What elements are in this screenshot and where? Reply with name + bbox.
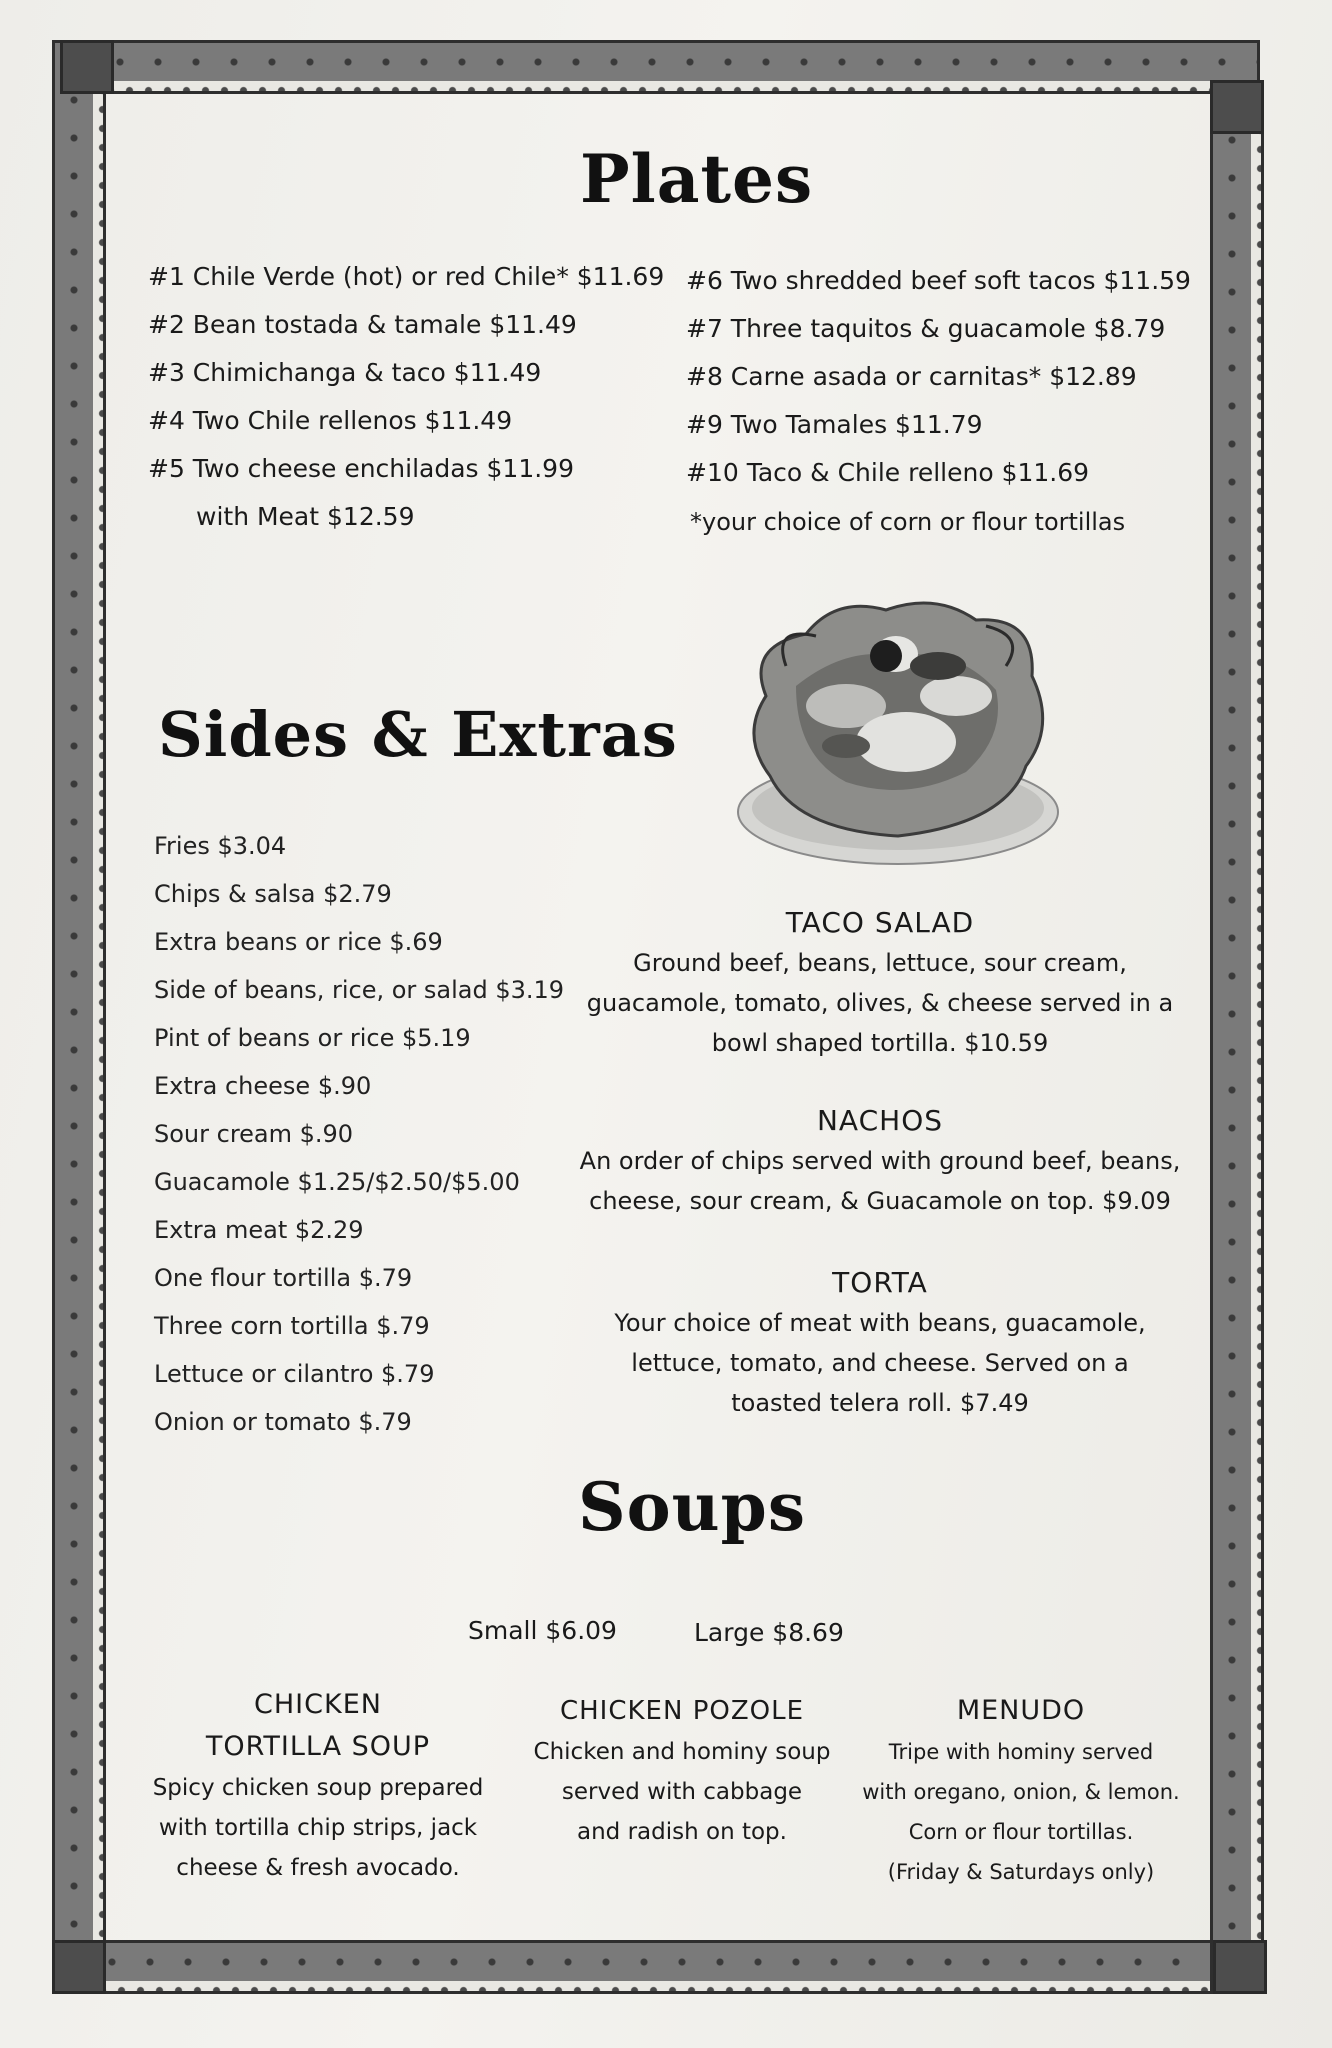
taco-salad-section bbox=[570, 906, 1190, 1063]
side-item: Fries $3.04 bbox=[154, 832, 287, 860]
description-line: Ground beef, beans, lettuce, sour cream, bbox=[633, 949, 1127, 977]
soup-small-price: Small $6.09 bbox=[468, 1616, 617, 1645]
description-line: with oregano, onion, & lemon. bbox=[862, 1780, 1180, 1804]
corner-top-right bbox=[1210, 80, 1264, 134]
side-item: Extra beans or rice $.69 bbox=[154, 928, 443, 956]
torta-name: TORTA bbox=[832, 1266, 928, 1299]
description-line: bowl shaped tortilla. $10.59 bbox=[711, 1029, 1049, 1057]
description-line: served with cabbage bbox=[561, 1779, 803, 1805]
soup-name-line: CHICKEN POZOLE bbox=[559, 1696, 805, 1726]
soup-name bbox=[522, 1690, 842, 1732]
corner-bottom-right bbox=[1213, 1940, 1267, 1994]
plate-item: #6 Two shredded beef soft tacos $11.59 bbox=[686, 266, 1191, 295]
nachos-description bbox=[570, 1141, 1190, 1221]
side-item: Sour cream $.90 bbox=[154, 1120, 354, 1148]
description-line: cheese, sour cream, & Guacamole on top. $9.09 bbox=[589, 1187, 1171, 1215]
corner-top-left bbox=[60, 40, 114, 94]
side-item: Lettuce or cilantro $.79 bbox=[154, 1360, 435, 1388]
plate-item: #7 Three taquitos & guacamole $8.79 bbox=[686, 314, 1166, 343]
top-border bbox=[60, 40, 1260, 94]
description-line: cheese & fresh avocado. bbox=[176, 1855, 460, 1881]
description-line: with tortilla chip strips, jack bbox=[158, 1815, 478, 1841]
plate-item: #4 Two Chile rellenos $11.49 bbox=[148, 406, 513, 435]
soup-menudo bbox=[856, 1690, 1186, 1892]
bottom-border bbox=[52, 1940, 1267, 1994]
torta-section bbox=[570, 1266, 1190, 1423]
plate-item: #8 Carne asada or carnitas* $12.89 bbox=[686, 362, 1137, 391]
sides-title: Sides & Extras bbox=[158, 698, 678, 771]
soup-name-line: TORTILLA SOUP bbox=[205, 1731, 431, 1762]
soup-name bbox=[856, 1690, 1186, 1732]
corner-bottom-left bbox=[52, 1940, 106, 1994]
left-border bbox=[52, 40, 106, 1994]
plate-item: #9 Two Tamales $11.79 bbox=[686, 410, 983, 439]
taco-salad-name: TACO SALAD bbox=[785, 906, 975, 939]
taco-salad-photo bbox=[726, 586, 1066, 878]
side-item: Chips & salsa $2.79 bbox=[154, 880, 392, 908]
plate-item: #1 Chile Verde (hot) or red Chile* $11.69 bbox=[148, 262, 665, 291]
soup-description bbox=[856, 1732, 1186, 1892]
soup-name-line: MENUDO bbox=[956, 1695, 1086, 1726]
nachos-name: NACHOS bbox=[816, 1104, 944, 1137]
side-item: Pint of beans or rice $5.19 bbox=[154, 1024, 471, 1052]
soup-description bbox=[128, 1768, 508, 1888]
description-line: lettuce, tomato, and cheese. Served on a bbox=[631, 1349, 1129, 1377]
soup-name bbox=[128, 1684, 508, 1768]
right-border bbox=[1210, 80, 1264, 1994]
description-line: Corn or flour tortillas. bbox=[908, 1820, 1134, 1844]
soup-description bbox=[522, 1732, 842, 1852]
side-item: Guacamole $1.25/$2.50/$5.00 bbox=[154, 1168, 520, 1196]
side-item: One flour tortilla $.79 bbox=[154, 1264, 413, 1292]
description-line: Your choice of meat with beans, guacamole, bbox=[614, 1309, 1146, 1337]
description-line: Chicken and hominy soup bbox=[533, 1739, 831, 1765]
plate-item-meat-option: with Meat $12.59 bbox=[196, 502, 415, 531]
side-item: Three corn tortilla $.79 bbox=[154, 1312, 430, 1340]
plates-title: Plates bbox=[580, 140, 814, 218]
soup-name-line: CHICKEN bbox=[254, 1689, 382, 1720]
nachos-section bbox=[570, 1104, 1190, 1221]
description-line: Tripe with hominy served bbox=[888, 1740, 1154, 1764]
side-item: Onion or tomato $.79 bbox=[154, 1408, 412, 1436]
description-line: and radish on top. bbox=[577, 1819, 787, 1845]
plate-item: #3 Chimichanga & taco $11.49 bbox=[148, 358, 542, 387]
description-line: guacamole, tomato, olives, & cheese served in a bbox=[586, 989, 1174, 1017]
plate-item: #5 Two cheese enchiladas $11.99 bbox=[148, 454, 574, 483]
side-item: Extra cheese $.90 bbox=[154, 1072, 372, 1100]
soup-chicken-tortilla bbox=[128, 1684, 508, 1888]
description-line: Spicy chicken soup prepared bbox=[152, 1775, 484, 1801]
soup-chicken-pozole bbox=[522, 1690, 842, 1852]
description-line: An order of chips served with ground beef, beans, bbox=[579, 1147, 1181, 1175]
description-line: (Friday & Saturdays only) bbox=[887, 1860, 1155, 1884]
plate-item: #2 Bean tostada & tamale $11.49 bbox=[148, 310, 577, 339]
plate-item: #10 Taco & Chile relleno $11.69 bbox=[686, 458, 1090, 487]
torta-description bbox=[570, 1303, 1190, 1423]
side-item: Side of beans, rice, or salad $3.19 bbox=[154, 976, 565, 1004]
description-line: toasted telera roll. $7.49 bbox=[731, 1389, 1029, 1417]
soup-large-price: Large $8.69 bbox=[694, 1618, 844, 1647]
side-item: Extra meat $2.29 bbox=[154, 1216, 364, 1244]
soups-title: Soups bbox=[578, 1468, 806, 1546]
tortilla-note: *your choice of corn or flour tortillas bbox=[690, 508, 1126, 536]
taco-salad-description bbox=[570, 943, 1190, 1063]
